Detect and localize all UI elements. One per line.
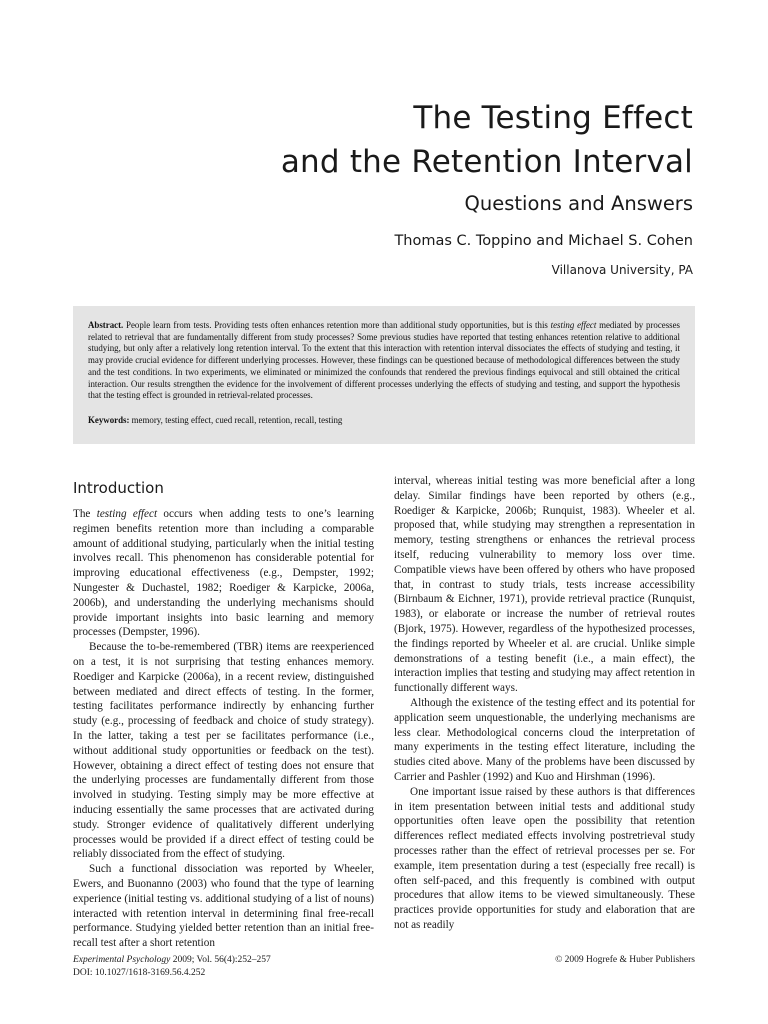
section-heading-introduction: Introduction: [73, 479, 164, 497]
left-column: [73, 476, 374, 951]
right-column: [394, 474, 695, 933]
paragraph-1: [73, 507, 374, 640]
title-block: [281, 96, 693, 277]
journal-citation-line: [73, 954, 271, 967]
author-list: Thomas C. Toppino and Michael S. Cohen: [394, 233, 693, 249]
abstract-box: [73, 306, 695, 444]
article-title-line-2: and the Retention Interval: [280, 144, 693, 180]
footer-citation: [73, 954, 271, 980]
keywords-label: Keywords:: [88, 414, 130, 425]
paragraph-5: Although the existence of the testing effect and its potential for application seem unquestionable, the underlying mechanisms are less clear. Methodological concerns cloud the interpretation of many experiments in the testing effect literature, including the studies cited above. Many of the problems have been discussed by Carrier and Pashler (1992) and Kuo and Hirshman (1996).: [394, 696, 695, 783]
article-title-line-1: The Testing Effect: [413, 100, 693, 136]
affiliation: Villanova University, PA: [551, 263, 693, 277]
paragraph-3: Such a functional dissociation was reported by Wheeler, Ewers, and Buonanno (2003) who found that the type of learning experience (initial testing vs. additional studying of a list of nouns) interacted with retention interval in determining final free-recall performance. Studying yielded better retention than an initial free-recall test after a short retention: [73, 863, 374, 950]
abstract-label: Abstract.: [88, 320, 124, 330]
paragraph-1-emphasis: testing effect: [96, 508, 158, 520]
abstract-text: [88, 320, 680, 402]
paragraph-1-body: occurs when adding tests to one’s learning regimen benefits retention more than including a comparable amount of additional studying, particularly when the initial testing involves recall. This phenomenon has considerable potential for improving educational effectiveness (e.g., Dempster, 1992; Nungester & Duchastel, 1982; Roediger & Karpicke, 2006a, 2006b), and understanding the underlying mechanisms should provide important insights into basic learning and memory processes (Dempster, 1996).: [73, 508, 374, 639]
journal-name: Experimental Psychology: [73, 955, 171, 965]
article-subtitle: Questions and Answers: [464, 192, 693, 215]
paragraph-2: Because the to-be-remembered (TBR) items are reexperienced on a test, it is not surprising that testing enhances memory. Roediger and Karpicke (2006a), in a recent review, distinguished between mediated and direct effects of testing. In the former, testing facilitates performance indirectly by enhancing further study (e.g., processing of feedback and choice of study strategy). In the latter, taking a test per se facilitates performance (i.e., without additional study opportunities or feedback on the test). However, obtaining a direct effect of testing does not ensure that the underlying processes are fundamentally different from those involved in studying. Testing simply may be more effective at inducing essentially the same processes that are activated during study. Stronger evidence of qualitatively different underlying processes would be provided if a direct effect of testing could be reliably dissociated from the effect of studying.: [73, 641, 374, 861]
paragraph-6: One important issue raised by these authors is that differences in item presentation between initial tests and additional study opportunities often leave open the possibility that retention differences reflect mediated effects involving postretrieval study processes rather than the effect of retrieval processes per se. For example, item presentation during a test (especially free recall) is often self-paced, and this frequently is combined with output procedures that allow items to be viewed simultaneously. These practices provide opportunities for study and elaboration that are not as readily: [394, 785, 695, 931]
journal-volume: 2009; Vol. 56(4):252–257: [172, 955, 271, 965]
abstract-part-2: mediated by processes related to retrieval that are fundamentally different from study processes? Some previous studies have reported that testing enhances retention relative to additional studying, but only after a relatively long retention interval. To the extent that this interaction with retention interval dissociates the effects of studying and testing, it may provide crucial evidence for different underlying processes. However, these findings can be questioned because of methodological differences between the study and the test conditions. In two experiments, we eliminated or minimized the confounds that rendered the previous findings equivocal and still obtained the critical interaction. Our results strengthen the evidence for the involvement of different processes underlying the effects of studying and testing, and support the hypothesis that the testing effect is grounded in retrieval-related processes.: [88, 320, 681, 401]
abstract-emphasis: testing effect: [550, 320, 597, 330]
footer-copyright: © 2009 Hogrefe & Huber Publishers: [555, 955, 695, 965]
keywords: [88, 415, 680, 427]
keywords-list: memory, testing effect, cued recall, retention, recall, testing: [131, 414, 343, 425]
abstract-part-1: People learn from tests. Providing tests often enhances retention more than additional study opportunities, but is this: [126, 320, 548, 330]
paragraph-1-lead: The: [73, 508, 91, 520]
doi: DOI: 10.1027/1618-3169.56.4.252: [73, 968, 206, 978]
paragraph-4: interval, whereas initial testing was more beneficial after a long delay. Similar findings have been reported by others (e.g., Roediger & Karpicke, 2006b; Runquist, 1983). Wheeler et al. proposed that, while studying may strengthen a representation in memory, testing strengthens or enhances the retrieval process itself, reducing vulnerability to memory loss over time. Compatible views have been offered by others who have proposed that, in contrast to study trials, tests increase accessibility (Birnbaum & Eichner, 1971), provide retrieval practice (Runquist, 1983), or elaborate or increase the number of retrieval routes (Bjork, 1975). However, regardless of the hypothesized processes, the findings reported by Wheeler et al. are crucial. Unlike simple demonstrations of a testing benefit (i.e., a main effect), the interaction implies that testing and studying may affect retention in functionally different ways.: [394, 475, 695, 695]
